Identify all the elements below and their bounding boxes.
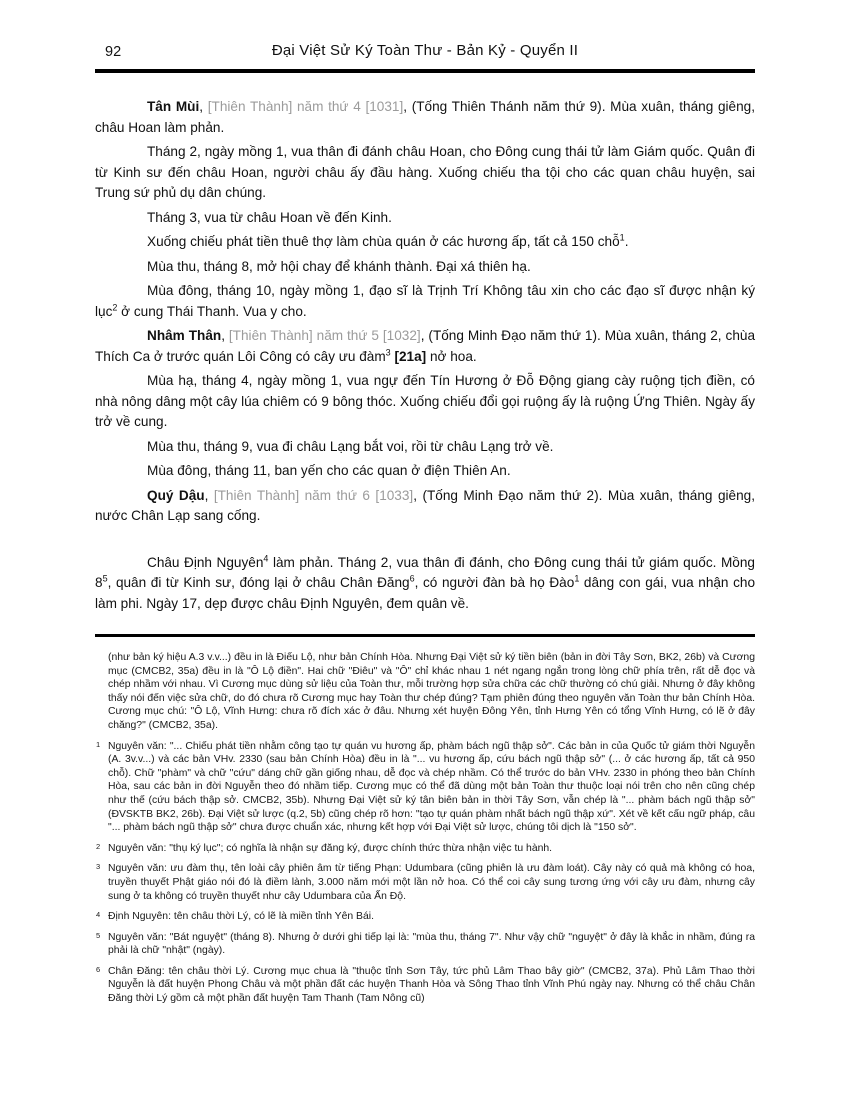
footnote [95,740,755,835]
footnote-text: (như bản ký hiệu A.3 v.v...) đều in là Điếu Lộ, như bản Chính Hòa. Nhưng Đại Việt sử ký tiền biên (bản in đời Tây Sơn, BK2, 26b) và Cương mục (CMCB2, 35a) đều in là "Ô Lộ điền". Hai chữ "Điêu" và "Ô" chỉ khác nhau 1 nét ngang ngắn trong lòng chữ phía trên, rất dễ đọc và chép nhầm với nhau. Vì Cương mục dùng sử liệu của Toàn thư, mỗi trường hợp sửa chữa các chữ thường có chú giải. Nhưng ở đây không thấy nói đến việc sửa chữ, do đó chưa rõ Cương mục hay Toàn thư chép đúng? Tạm phiên đúng theo nguyên văn Toàn thư bản Chính Hòa. Cương mục chú: "Ô Lộ, Vĩnh Hưng: chưa rõ đích xác ở đâu. Nhưng xét huyện Đông Yên, tỉnh Hưng Yên có tổng Vĩnh Hưng, có lẽ ở đây chăng?" (CMCB2, 35a). [108,652,755,731]
footnote-number: 6 [96,964,101,974]
text-segment: Mùa hạ, tháng 4, ngày mồng 1, vua ngự đến Tín Hương ở Đỗ Động giang cày ruộng tịch điền, có nhà nông dâng một cây lúa chiêm có 9 bông thóc. Xuống chiếu đổi gọi ruộng ấy là ruộng Ứng Thiên. Ngày ấy trở về cung. [95,373,755,429]
text-segment: , có người đàn bà họ Đào [414,575,575,590]
text-segment: Mùa thu, tháng 9, vua đi châu Lạng bắt voi, rồi từ châu Lạng trở về. [147,438,554,454]
text-segment: Quý Dậu [147,487,205,503]
footnote-ref: 5 [102,573,108,584]
footnote-separator [95,634,755,637]
footnote [95,910,755,924]
footnotes [95,651,755,1006]
text-segment: nở hoa. [426,348,477,364]
body-paragraph [95,97,755,138]
footnote-ref: 2 [112,301,118,312]
body-paragraph [95,553,755,615]
footnote [95,931,755,958]
text-segment: dâng con gái, vua nhận cho làm phi. Ngày 17, dẹp được châu Định Nguyên, đem quân về. [95,575,755,611]
footnote-text: Nguyên văn: "... Chiếu phát tiền nhằm công tạo tự quán vu hương ấp, phàm bách ngũ thập sở". Các bản in của Quốc tử giám thời Nguyễn (A. 3v.v...) và các bản VHv. 2330 (sau bản Chính Hòa) đều in là "... vu hương ấp, cứu bách ngũ thập sở" (... ở các hương ấp, tất cả 950 chỗ). Chữ "phàm" và chữ "cứu" dáng chữ gần giống nhau, dễ đọc và chép nhầm. Có thể trước do bản VHv. 2330 in phóng theo bản Chính Hòa, sau các bản in đời Nguyễn theo đó nhầm tiếp. Cương mục có thể đã dùng một bản Toàn thư thuộc loại nói trên cho nên cũng chép như thế (cứu bách thập sở. CMCB2, 35b). Nhưng Đại Việt sử ký tân biên bản in thời Tây Sơn, vẫn chép là "... phàm bách ngũ thập sở" (ĐVSKTB BK2, 26b). Đại Việt sử lược (q.2, 5b) cũng chép rõ hơn: "tạo tự quán phàm nhất bách ngũ thập xứ". Xét về kết cấu ngữ pháp, câu "... phàm bách ngũ thập sở" chưa được chuẩn xác, nhưng kết hợp với Đại Việt sử lược, chúng tôi dịch là "150 sở". [108,740,755,834]
footnote-number: 4 [96,910,101,920]
text-segment: , [199,99,208,114]
footnote [95,862,755,903]
text-segment: , quân đi từ Kinh sư, đóng lại ở châu Chân Đăng [107,575,410,590]
text-segment: Châu Định Nguyên [147,554,264,570]
body-paragraph [95,461,755,482]
text-segment: Tân Mùi [147,99,200,114]
footnote [95,651,755,733]
text-segment: Nhâm Thân [147,328,222,343]
body-paragraph [95,281,755,322]
text-segment: [Thiên Thành] năm thứ 5 [1032] [228,328,421,343]
footnote-text: Định Nguyên: tên châu thời Lý, có lẽ là miền tỉnh Yên Bái. [108,911,374,923]
body-paragraph [95,142,755,204]
page-header [95,42,755,73]
footnote-ref: 1 [619,232,625,243]
text-segment: Mùa đông, tháng 10, ngày mồng 1, đạo sĩ là Trịnh Trí Không tâu xin cho các đạo sĩ được nhận ký lục [95,283,755,319]
body-text [95,97,755,614]
body-paragraph [95,208,755,229]
text-segment: Mùa thu, tháng 8, mở hội chay để khánh thành. Đại xá thiên hạ. [147,258,531,274]
footnote-ref: 4 [263,552,269,563]
text-segment: , [221,328,229,343]
text-segment: ở cung Thái Thanh. Vua y cho. [117,303,307,319]
text-segment: [21a] [394,348,427,364]
footnote-text: Nguyên văn: "Bát nguyệt" (tháng 8). Nhưng ở dưới ghi tiếp lại là: "mùa thu, tháng 7". Như vậy chữ "nguyệt" ở đây là khắc in nhầm, đúng ra phải là chữ "nhật" (ngày). [108,931,755,957]
text-segment: [Thiên Thành] năm thứ 6 [1033] [213,487,414,503]
text-segment: , (Tống Thiên Thánh năm thứ 9). Mùa xuân, tháng giêng, châu Hoan làm phản. [95,99,755,135]
body-paragraph [95,326,755,367]
text-segment: Xuống chiếu phát tiền thuê thợ làm chùa quán ở các hương ấp, tất cả 150 chỗ [147,234,620,249]
text-segment: làm phản. Tháng 2, vua thân đi đánh, cho Đông cung thái tử giám quốc. Mồng 8 [95,554,755,590]
body-paragraph [95,486,755,527]
footnote-text: Nguyên văn: "thụ ký lục"; có nghĩa là nhận sự đăng ký, được chính thức thừa nhận việc tu hành. [108,842,553,854]
page-number: 92 [105,44,122,60]
footnote-number: 2 [96,841,101,851]
text-segment: , (Tống Minh Đạo năm thứ 2). Mùa xuân, tháng giêng, nước Chân Lạp sang cống. [95,487,755,523]
body-paragraph [95,437,755,458]
footnote-number: 3 [96,862,101,872]
footnote-text: Nguyên văn: ưu đàm thụ, tên loài cây phiên âm từ tiếng Phạn: Udumbara (cũng phiên là ưu đàm loát). Cây này có quả mà không có hoa, truyền thuyết Phật giáo nói đó là điềm lành, 3.000 năm mới một lần nở hoa. Có thể coi cây sung tương ứng với cây ưu đàm, nhưng cây sung ở ta không có truyền thuyết như cây Udumbara của Ấn Độ. [108,863,755,902]
footnote-ref: 6 [409,573,415,584]
text-segment: Mùa đông, tháng 11, ban yến cho các quan ở điện Thiên An. [147,463,511,478]
text-segment: . [624,234,629,249]
text-segment: , [204,487,214,503]
footnote-number: 1 [96,739,101,749]
footnote-text: Chân Đăng: tên châu thời Lý. Cương mục chua là "thuộc tỉnh Sơn Tây, tức phủ Lâm Thao bây giờ" (CMCB2, 37a). Phủ Lâm Thao thời Nguyễn là đất huyện Phong Châu và một phần đất các huyện Thanh Hòa và Sông Thao tỉnh Vĩnh Phú ngày nay. Nhưng có thể châu Chân Đăng thời Lý gồm cả một phần đất huyện Tam Thanh (Tam Nông cũ) [108,965,755,1005]
body-paragraph [95,371,755,433]
footnote-number: 5 [96,930,101,940]
body-paragraph [95,257,755,278]
body-paragraph [95,232,755,253]
footnote-ref: 1 [574,573,580,584]
text-segment: Tháng 2, ngày mồng 1, vua thân đi đánh châu Hoan, cho Đông cung thái tử làm Giám quốc. Quân đi từ Kinh sư đến châu Hoan, người châu ấy đầu hàng. Xuống chiếu tha tội cho các quan châu huyện, sai Trung sứ phủ dụ dân chúng. [95,144,755,200]
text-segment: [Thiên Thành] năm thứ 4 [1031] [207,99,404,114]
footnote [95,965,755,1006]
text-segment: , (Tống Minh Đạo năm thứ 1). Mùa xuân, tháng 2, chùa Thích Ca ở trước quán Lôi Công có cây ưu đàm [95,328,755,364]
footnote [95,842,755,856]
text-segment: Tháng 3, vua từ châu Hoan về đến Kinh. [147,209,392,225]
footnote-ref: 3 [385,346,391,357]
page-header-title: Đại Việt Sử Ký Toàn Thư - Bản Kỷ - Quyển II [271,42,579,59]
